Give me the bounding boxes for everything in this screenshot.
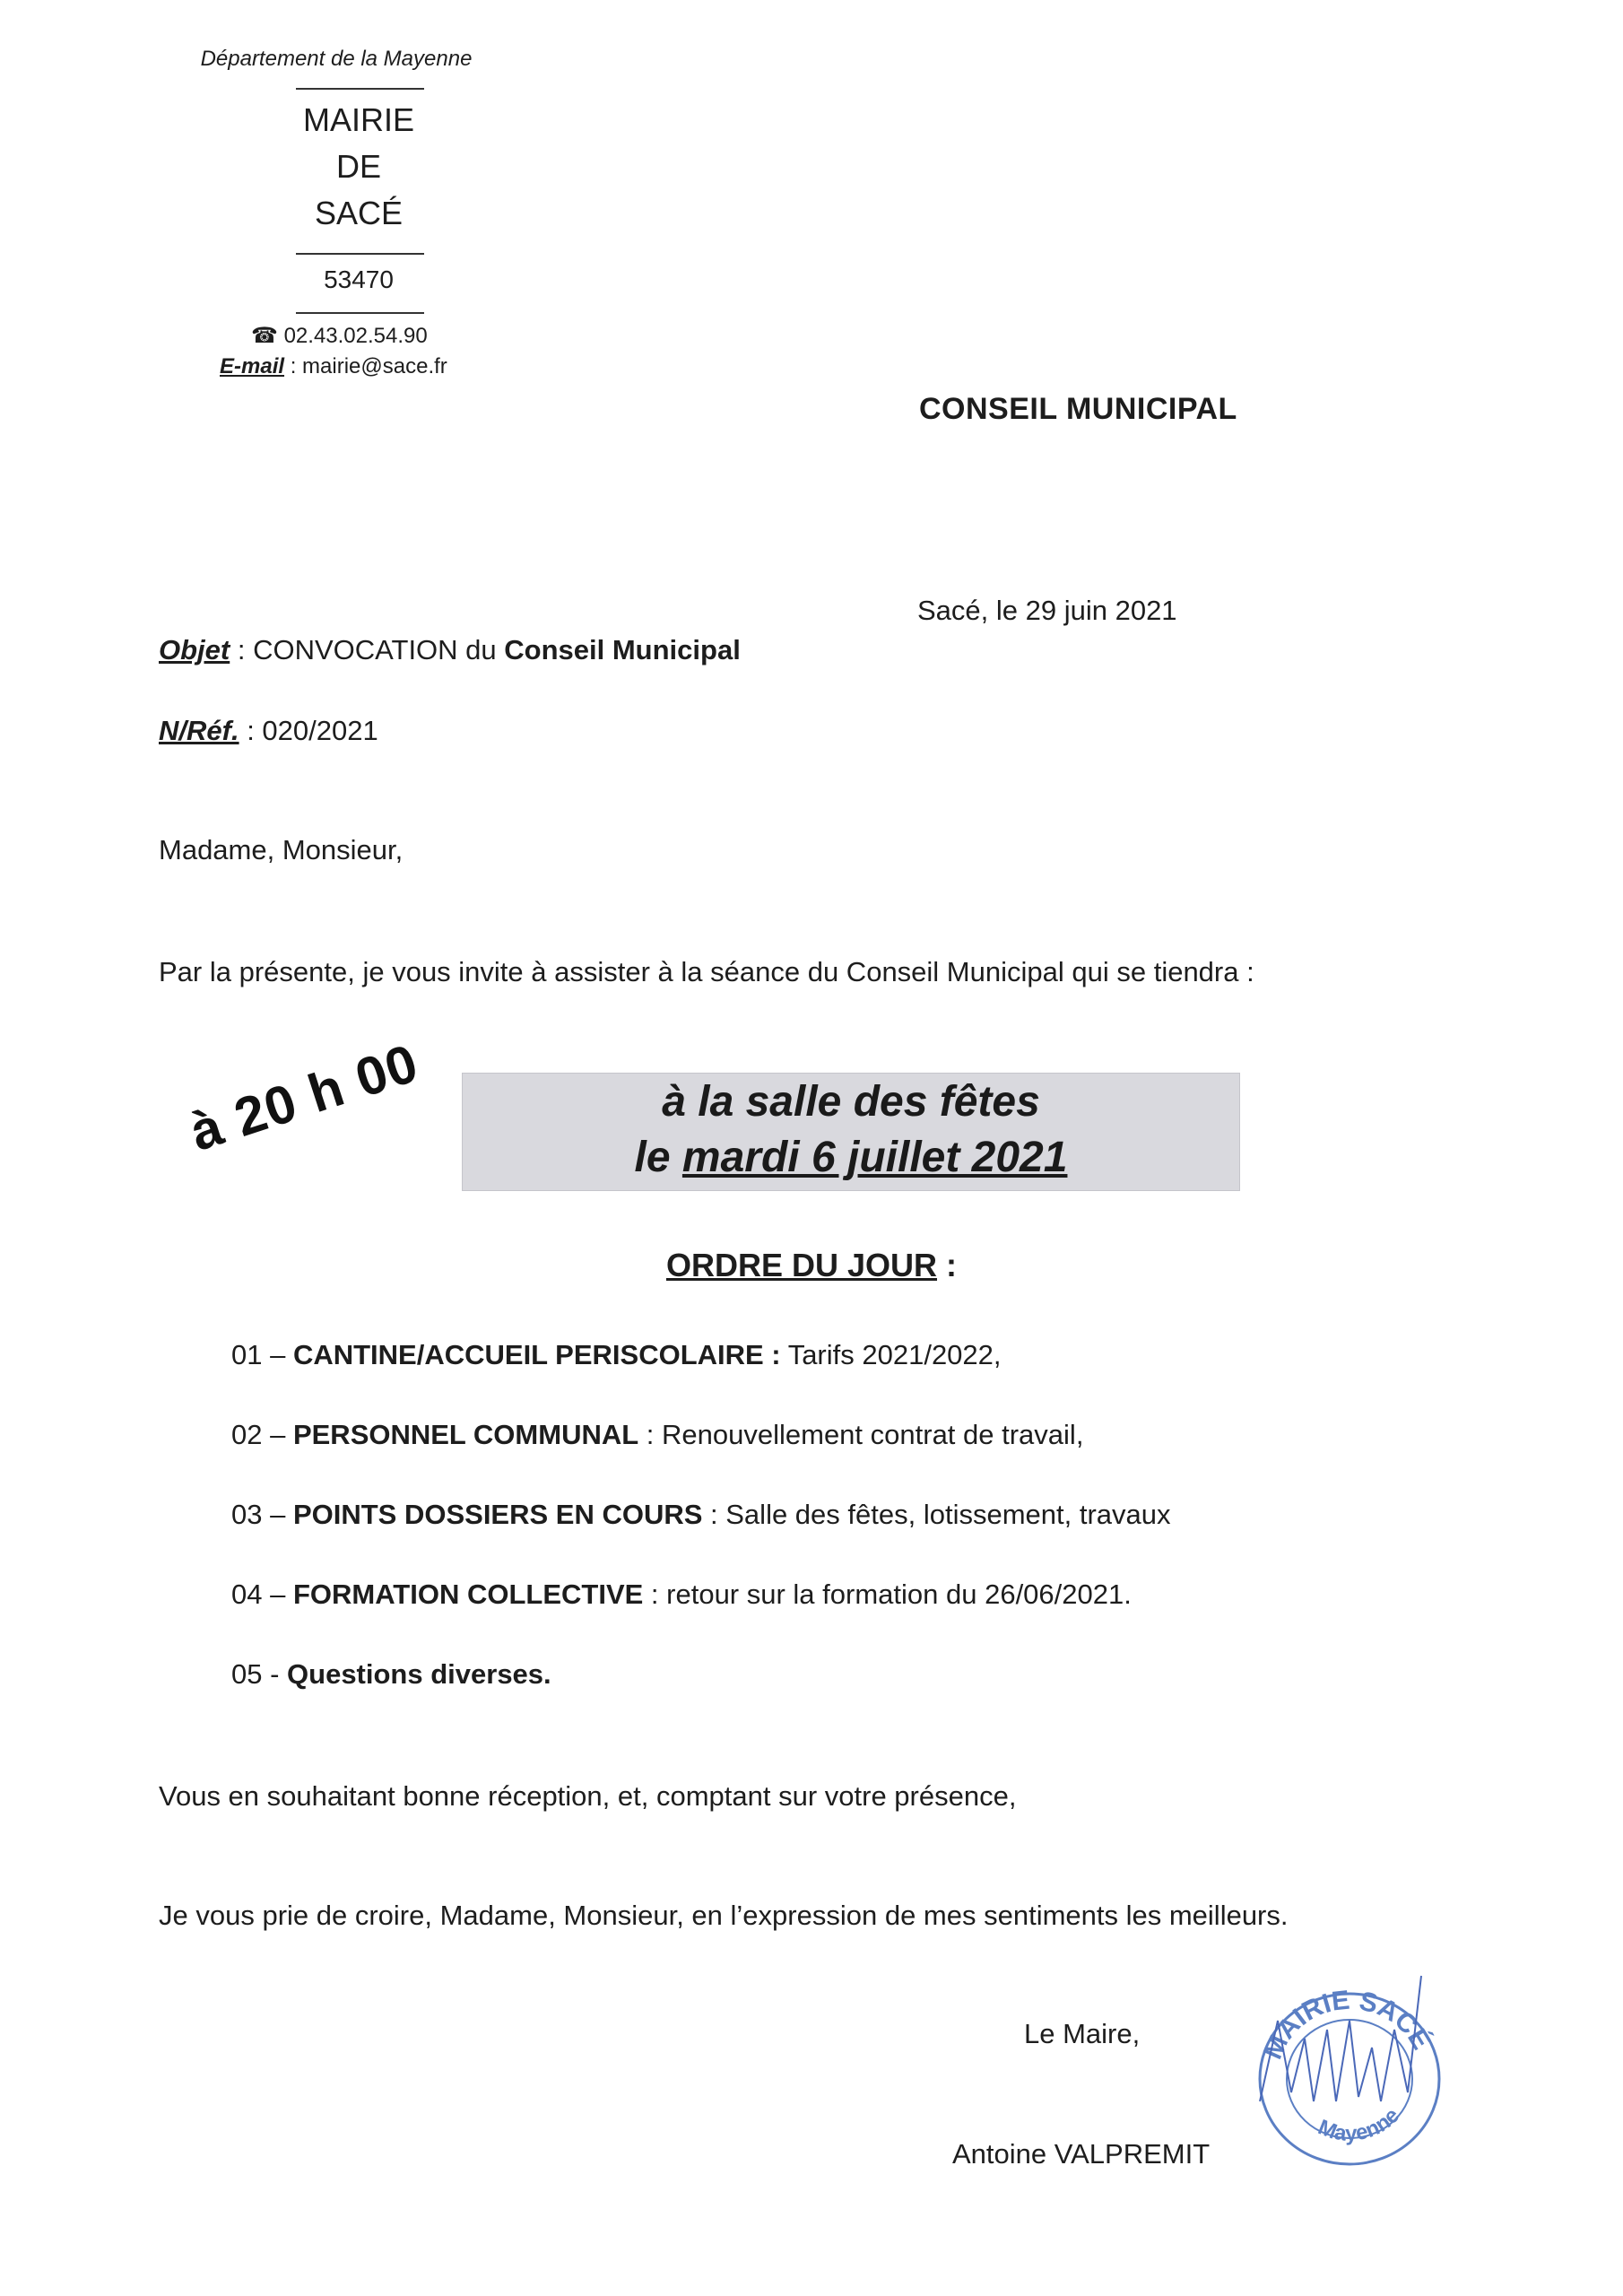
signature-name: Antoine VALPREMIT: [952, 2138, 1211, 2170]
agenda-title-text: ORDRE DU JOUR: [665, 1247, 938, 1283]
objet-line: [159, 634, 741, 666]
reference-value: : 020/2021: [239, 715, 378, 746]
meeting-time: à 20 h 00: [182, 1032, 426, 1163]
phone-number: 02.43.02.54.90: [283, 324, 428, 348]
meeting-date-prefix: le: [634, 1134, 682, 1181]
meeting-place: à la salle des fêtes: [662, 1078, 1040, 1126]
mairie-name: [247, 97, 471, 237]
agenda-item-heading: FORMATION COLLECTIVE: [292, 1578, 644, 1610]
mairie-line: DE: [335, 148, 381, 185]
objet-sep: : CONVOCATION du: [230, 634, 505, 665]
agenda-item-heading: CANTINE/ACCUEIL PERISCOLAIRE :: [292, 1339, 781, 1370]
agenda-item-text: : Renouvellement contrat de travail,: [638, 1419, 1084, 1450]
closing-line: Vous en souhaitant bonne réception, et, comptant sur votre présence,: [159, 1780, 1017, 1812]
meeting-date-line: [463, 1133, 1239, 1182]
meeting-place-box: [462, 1073, 1240, 1191]
objet-label: Objet: [159, 634, 230, 665]
agenda-item-heading: PERSONNEL COMMUNAL: [292, 1419, 639, 1450]
postal-code: 53470: [324, 265, 394, 293]
reference-label: N/Réf.: [159, 715, 239, 746]
intro-paragraph: Par la présente, je vous invite à assister à la séance du Conseil Municipal qui se tiendra :: [159, 956, 1254, 987]
stamp-bottom-text: Mayenne: [1315, 2103, 1405, 2146]
agenda-item: [231, 1419, 1083, 1451]
agenda-item-text: : Salle des fêtes, lotissement, travaux: [702, 1499, 1171, 1530]
stamp-top-text: MAIRIE SACÉ: [1257, 1985, 1436, 2064]
divider: [296, 312, 424, 314]
agenda-item-heading: POINTS DOSSIERS EN COURS: [292, 1499, 703, 1530]
email-value[interactable]: : mairie@sace.fr: [284, 354, 447, 378]
divider: [296, 253, 424, 255]
document-title: CONSEIL MUNICIPAL: [919, 392, 1237, 426]
agenda-item-number: 02 –: [231, 1419, 293, 1450]
departement-label: Département de la Mayenne: [200, 47, 473, 71]
agenda-item: [231, 1578, 1132, 1611]
agenda-item: [231, 1499, 1171, 1531]
agenda-item-text: Tarifs 2021/2022,: [780, 1339, 1002, 1370]
agenda-item: [231, 1339, 1002, 1371]
agenda-item-heading: Questions diverses.: [287, 1658, 551, 1690]
agenda-item-number: 04 –: [231, 1578, 293, 1610]
agenda-title-suffix: :: [937, 1247, 958, 1283]
agenda-item-number: 03 –: [231, 1499, 293, 1530]
signature-role: Le Maire,: [1024, 2018, 1141, 2049]
closing-formula: Je vous prie de croire, Madame, Monsieur, en l’expression de mes sentiments les meilleurs.: [159, 1900, 1289, 1931]
divider: [296, 88, 424, 90]
agenda-item-number: 05 -: [231, 1658, 288, 1690]
reference-line: [159, 715, 378, 747]
date-line: Sacé, le 29 juin 2021: [917, 595, 1177, 626]
agenda-item-text: : retour sur la formation du 26/06/2021.: [643, 1578, 1132, 1610]
email-line: [220, 354, 447, 379]
agenda-item-number: 01 –: [231, 1339, 293, 1370]
agenda-title: [0, 1247, 1623, 1284]
phone-line: [251, 323, 428, 349]
email-label: E-mail: [220, 354, 285, 378]
objet-value: Conseil Municipal: [504, 634, 741, 665]
mairie-line: SACÉ: [314, 195, 404, 231]
salutation: Madame, Monsieur,: [159, 834, 404, 865]
mairie-line: MAIRIE: [302, 101, 414, 138]
official-stamp: [1251, 1967, 1448, 2173]
agenda-item: [231, 1658, 551, 1691]
telephone-icon: ☎: [251, 324, 278, 348]
meeting-date: mardi 6 juillet 2021: [681, 1134, 1068, 1181]
